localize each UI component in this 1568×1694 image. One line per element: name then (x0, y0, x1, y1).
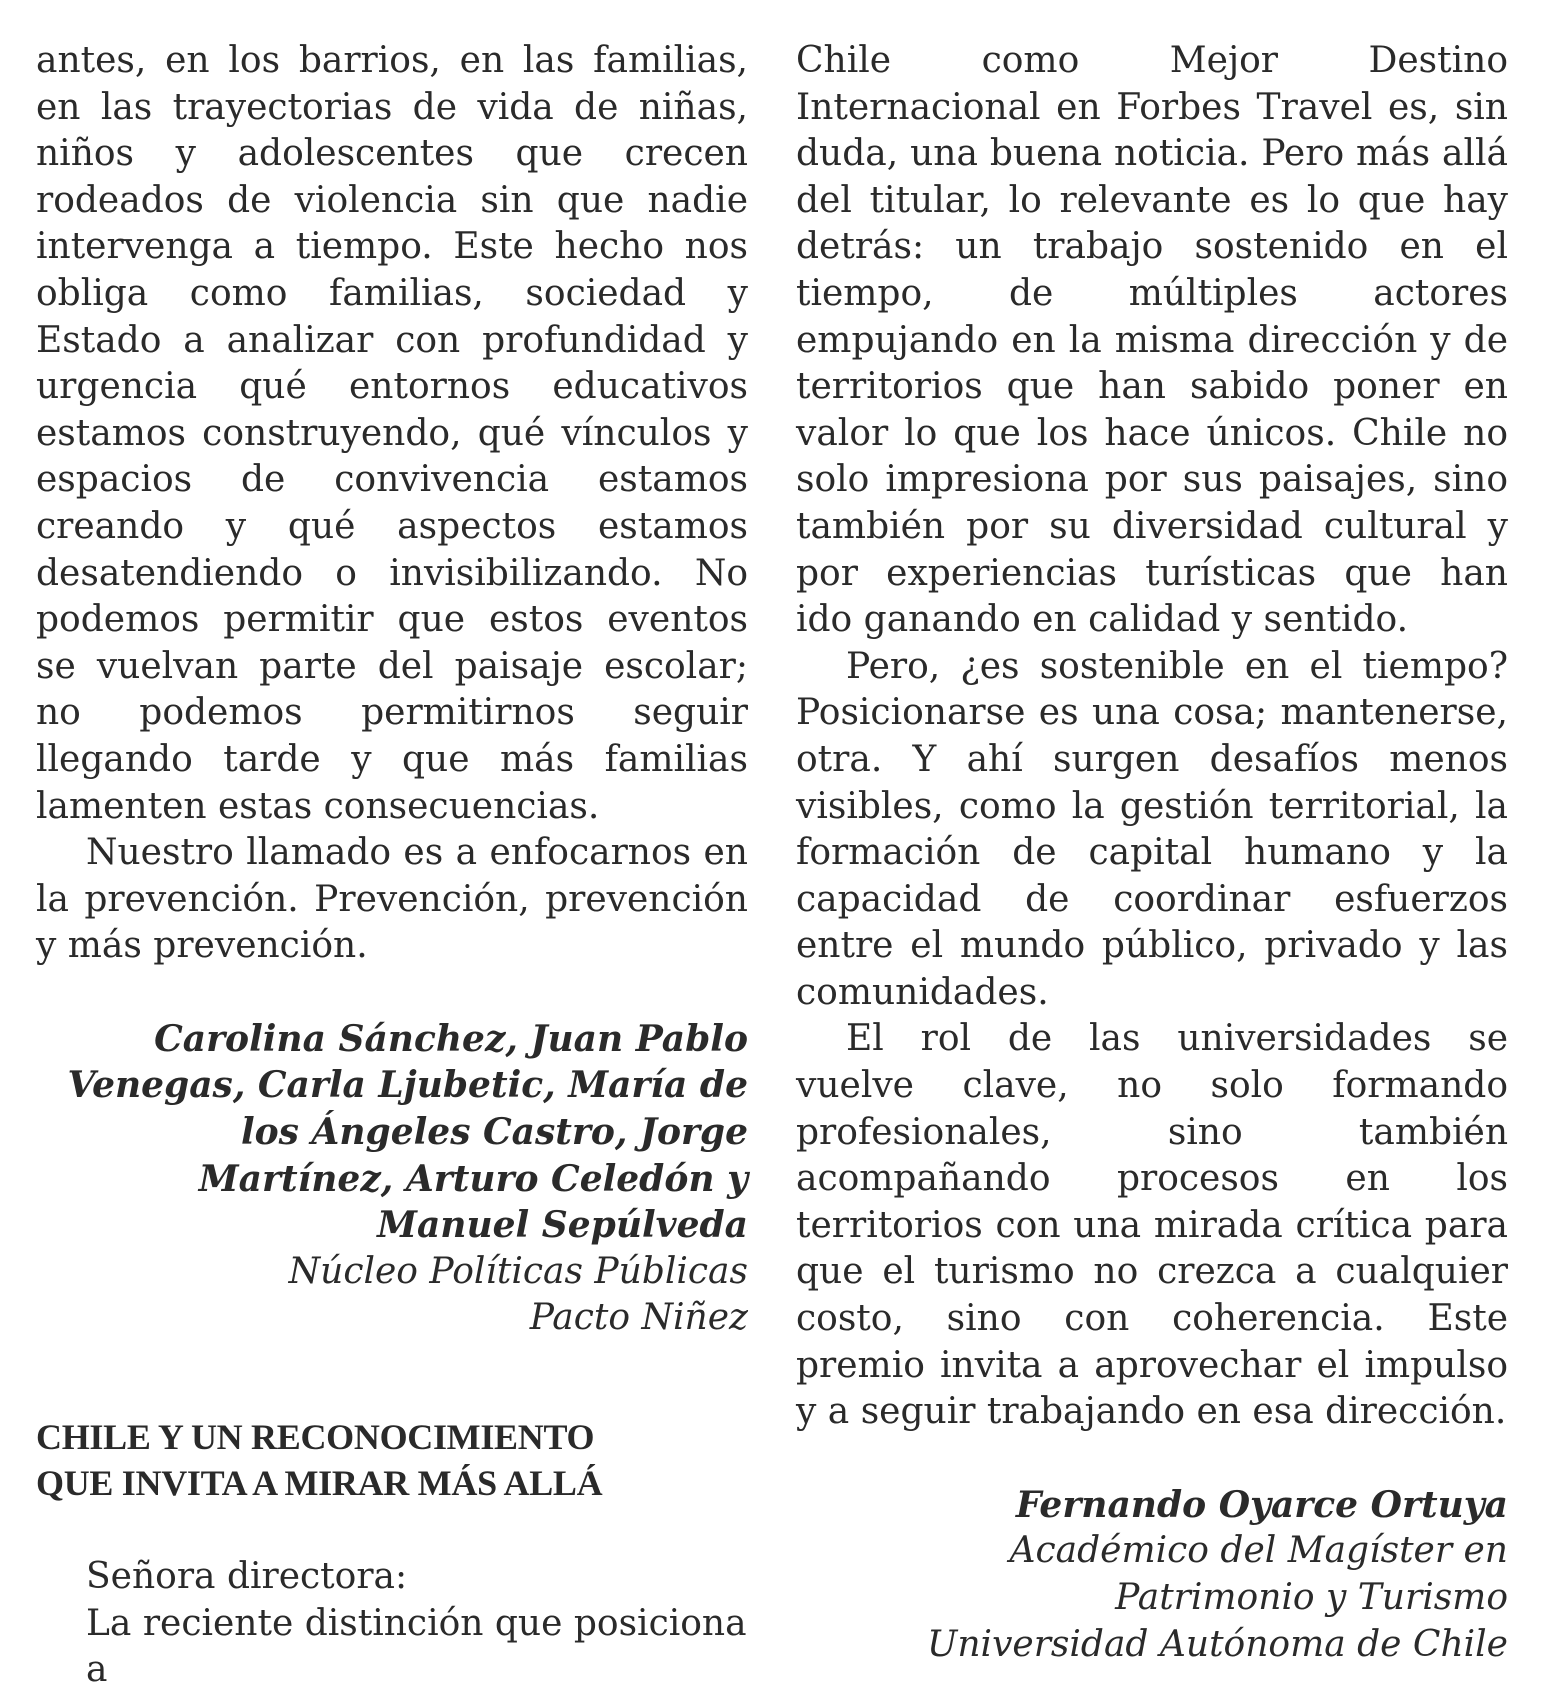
left-signature-names: Carolina Sánchez, Juan Pablo Venegas, Carla Ljubetic, María de los Ángeles Castro, Jorge Martínez, Arturo Celedón y Manuel Sepúlveda (67, 1017, 748, 1247)
right-signature-role-3: Universidad Autónoma de Chile (927, 1623, 1508, 1665)
right-paragraph-3: El rol de las universidades se vuelve clave, no solo formando profesionales, sino también acompañando procesos en los territorios con una mirada crítica para que el turismo no crezca a cualquier costo, sino con coherencia. Este premio invita a aprovechar el impulso y a seguir trabajando en esa dirección. (796, 1018, 1508, 1433)
right-signature (796, 1482, 1508, 1668)
right-paragraph-1: Chile como Mejor Destino Internacional en Forbes Travel es, sin duda, una buena noticia. Pero más allá del titular, lo relevante es lo que hay detrás: un trabajo sostenido en el tiempo, de múltiples actores empujando en la misma dirección y de territorios que han sabido poner en valor lo que los hace únicos. Chile no solo impresiona por sus paisajes, sino también por su diversidad cultural y por experiencias turísticas que han ido ganando en calidad y sentido. (796, 40, 1508, 641)
letter-title (36, 1414, 748, 1506)
next-letter (36, 1414, 748, 1694)
salutation: Señora directora: (86, 1556, 408, 1598)
left-signature-role-1: Núcleo Políticas Públicas (288, 1250, 748, 1292)
left-signature-role-2: Pacto Niñez (529, 1297, 748, 1339)
right-paragraph-2: Pero, ¿es sostenible en el tiempo? Posicionarse es una cosa; mantenerse, otra. Y ahí surgen desafíos menos visibles, como la gestión territorial, la formación de capital humano y la capacidad de coordinar esfuerzos entre el mundo público, privado y las comunidades. (796, 645, 1508, 1013)
letter-title-line-2: QUE INVITA A MIRAR MÁS ALLÁ (36, 1463, 603, 1504)
left-paragraph-1: antes, en los barrios, en las familias, en las trayectorias de vida de niñas, niños y adolescentes que crecen rodeados de violencia sin que nadie intervenga a tiempo. Este hecho nos obliga como familias, sociedad y Estado a analizar con profundidad y urgencia qué entornos educativos estamos construyendo, qué vínculos y espacios de convivencia estamos creando y qué aspectos estamos desatendiendo o invisibilizando. No podemos permitir que estos eventos se vuelvan parte del paisaje escolar; no podemos permitirnos seguir llegando tarde y que más familias lamenten estas consecuencias. (36, 40, 748, 827)
letter-title-line-1: CHILE Y UN RECONOCIMIENTO (36, 1417, 595, 1458)
right-signature-role-2: Patrimonio y Turismo (1115, 1577, 1508, 1618)
left-signature (36, 1016, 748, 1342)
left-paragraph-2: Nuestro llamado es a enfocarnos en la prevención. Prevención, prevención y más prevención. (36, 832, 748, 967)
right-signature-role-1: Académico del Magíster en (1009, 1530, 1508, 1572)
left-column (36, 38, 748, 1694)
letter-opening: La reciente distinción que posiciona a (86, 1602, 747, 1691)
right-signature-name: Fernando Oyarce Ortuya (1015, 1483, 1508, 1526)
right-column (796, 38, 1508, 1668)
